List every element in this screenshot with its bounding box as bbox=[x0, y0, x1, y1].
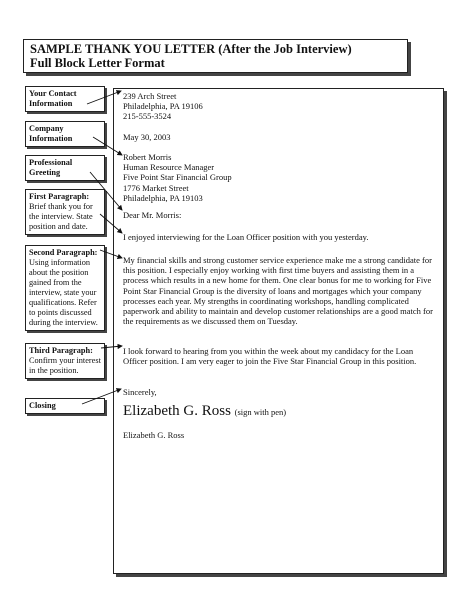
label-professional-greeting: Professional Greeting bbox=[25, 155, 105, 181]
sender-address-block: 239 Arch Street Philadelphia, PA 19106 215-555-3524 bbox=[123, 91, 203, 122]
signature-note: (sign with pen) bbox=[234, 407, 287, 417]
letter-paragraph-2: My financial skills and strong customer service experience make me a strong candidate for this position. I especially enjoy working with first time buyers and assisting them in a process which results in a new home for them. One clear bonus for me to working for Five Point Star Financial Group is the diversity of loans and mortgages which your company processes each year. My strengths in coordinating workshops, handling complicated paperwork and ability to maintain and develop customer relationships are a good match for the requirements as we discussed them on Tuesday. bbox=[123, 255, 433, 327]
arrow-second-paragraph bbox=[100, 250, 122, 258]
label-third-paragraph: Third Paragraph: Confirm your interest in the position. bbox=[25, 343, 105, 379]
label-contact-information: Your Contact Information bbox=[25, 86, 105, 112]
arrow-third-paragraph bbox=[101, 346, 122, 348]
recipient-address-block: Robert Morris Human Resource Manager Five Point Star Financial Group 1776 Market Street Philadelphia, PA 19103 bbox=[123, 152, 232, 203]
label-company-information: Company Information bbox=[25, 121, 105, 147]
label-closing: Closing bbox=[25, 398, 105, 414]
letter-paragraph-1: I enjoyed interviewing for the Loan Officer position with you yesterday. bbox=[123, 232, 369, 242]
title-line-2: Full Block Letter Format bbox=[30, 56, 165, 70]
label-second-paragraph: Second Paragraph: Using information about the position gained from the interview, state your qualifications. Refer to points discussed during the interview. bbox=[25, 245, 105, 331]
signature-name: Elizabeth G. Ross bbox=[123, 403, 231, 419]
arrow-contact bbox=[87, 91, 121, 104]
letter-greeting: Dear Mr. Morris: bbox=[123, 210, 182, 220]
label-first-paragraph: First Paragraph: Brief thank you for the interview. State position and date. bbox=[25, 189, 105, 235]
title-line-1: SAMPLE THANK YOU LETTER (After the Job Interview) bbox=[30, 42, 352, 56]
letter-closing: Sincerely, bbox=[123, 387, 157, 397]
arrow-closing bbox=[82, 389, 121, 404]
arrow-first-paragraph bbox=[100, 214, 122, 233]
arrow-company bbox=[93, 137, 122, 155]
letter-paragraph-3: I look forward to hearing from you within the week about my candidacy for the Loan Officer position. I am very eager to join the Five Star Financial Group in this position. bbox=[123, 346, 417, 367]
arrow-greeting bbox=[90, 172, 122, 210]
letter-date: May 30, 2003 bbox=[123, 132, 171, 142]
typed-name: Elizabeth G. Ross bbox=[123, 430, 185, 440]
